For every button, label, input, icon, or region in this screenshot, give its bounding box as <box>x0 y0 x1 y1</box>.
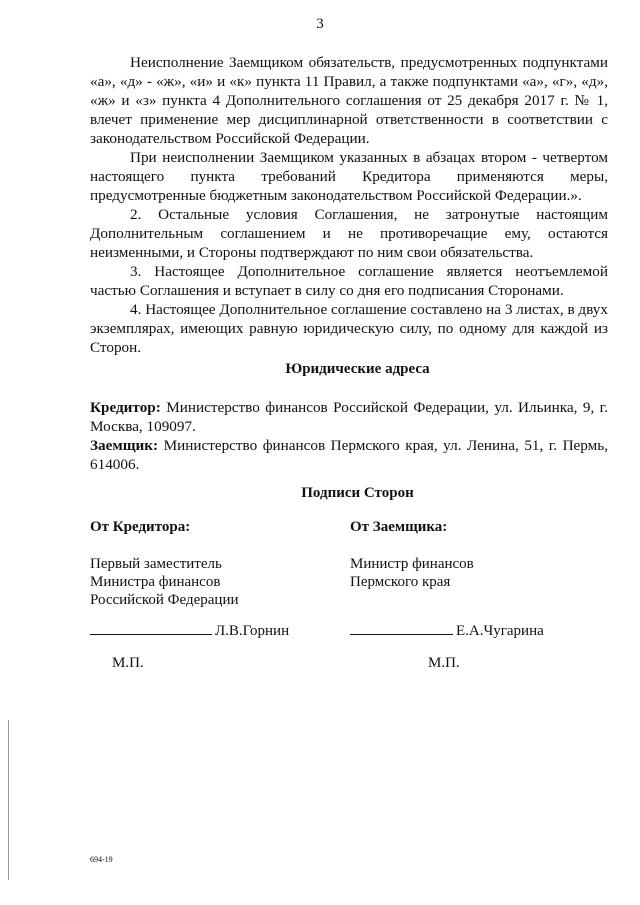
borrower-address-label: Заемщик: <box>90 437 159 454</box>
footer-code: 694-19 <box>90 855 113 864</box>
signature-rule <box>350 633 453 635</box>
borrower-signature-line <box>350 623 544 640</box>
paragraph-1: Неисполнение Заемщиком обязательств, предусмотренных подпунктами «а», «д» - «ж», «и» и «к» пункта 11 Правил, а также подпунктами «а», «г», «д», «ж» и «з» пункта 4 Дополнительного соглашения от 25 декабря 2017 г. № 1, влечет применение мер дисциплинарной ответственности в соответствии с законодательством Российской Федерации. <box>90 54 608 147</box>
borrower-address <box>90 436 608 474</box>
creditor-position-line: Министра финансов <box>90 574 221 590</box>
legal-addresses <box>90 398 608 474</box>
page-number: 3 <box>316 16 324 32</box>
body-text <box>90 53 608 357</box>
creditor-signature-block <box>90 518 239 609</box>
creditor-position-line: Первый заместитель <box>90 556 222 572</box>
paragraph-4: 3. Настоящее Дополнительное соглашение является неотъемлемой частью Соглашения и вступает в силу со дня его подписания Сторонами. <box>90 263 608 299</box>
borrower-signature-block <box>350 518 474 591</box>
creditor-stamp-place: М.П. <box>112 655 144 671</box>
borrower-stamp-place: М.П. <box>428 655 460 671</box>
borrower-side-title: От Заемщика: <box>350 519 448 535</box>
creditor-signatory-name: Л.В.Горнин <box>215 623 290 639</box>
paragraph-5: 4. Настоящее Дополнительное соглашение составлено на 3 листах, в двух экземплярах, имеющих равную юридическую силу, по одному для каждой из Сторон. <box>90 301 608 356</box>
paragraph-3: 2. Остальные условия Соглашения, не затронутые настоящим Дополнительным соглашением и не противоречащие ему, остаются неизменными, и Стороны подтверждают по ним свои обязательства. <box>90 206 608 261</box>
signature-rule <box>90 633 212 635</box>
borrower-position-line: Пермского края <box>350 574 451 590</box>
legal-addresses-heading: Юридические адреса <box>285 361 430 377</box>
creditor-address-label: Кредитор: <box>90 399 161 416</box>
creditor-side-title: От Кредитора: <box>90 519 191 535</box>
borrower-position-line: Министр финансов <box>350 556 474 572</box>
creditor-position-line: Российской Федерации <box>90 592 239 608</box>
creditor-signature-line <box>90 623 289 640</box>
signatures-heading: Подписи Сторон <box>301 485 414 501</box>
borrower-signatory-name: Е.А.Чугарина <box>456 623 544 639</box>
borrower-address-text: Министерство финансов Пермского края, ул. Ленина, 51, г. Пермь, 614006. <box>90 437 608 473</box>
scan-margin-line <box>8 720 9 880</box>
creditor-address-text: Министерство финансов Российской Федерации, ул. Ильинка, 9, г. Москва, 109097. <box>90 399 608 435</box>
paragraph-2: При неисполнении Заемщиком указанных в абзацах втором - четвертом настоящего пункта требований Кредитора применяются меры, предусмотренные бюджетным законодательством Российской Федерации.». <box>90 149 608 204</box>
creditor-address <box>90 398 608 436</box>
